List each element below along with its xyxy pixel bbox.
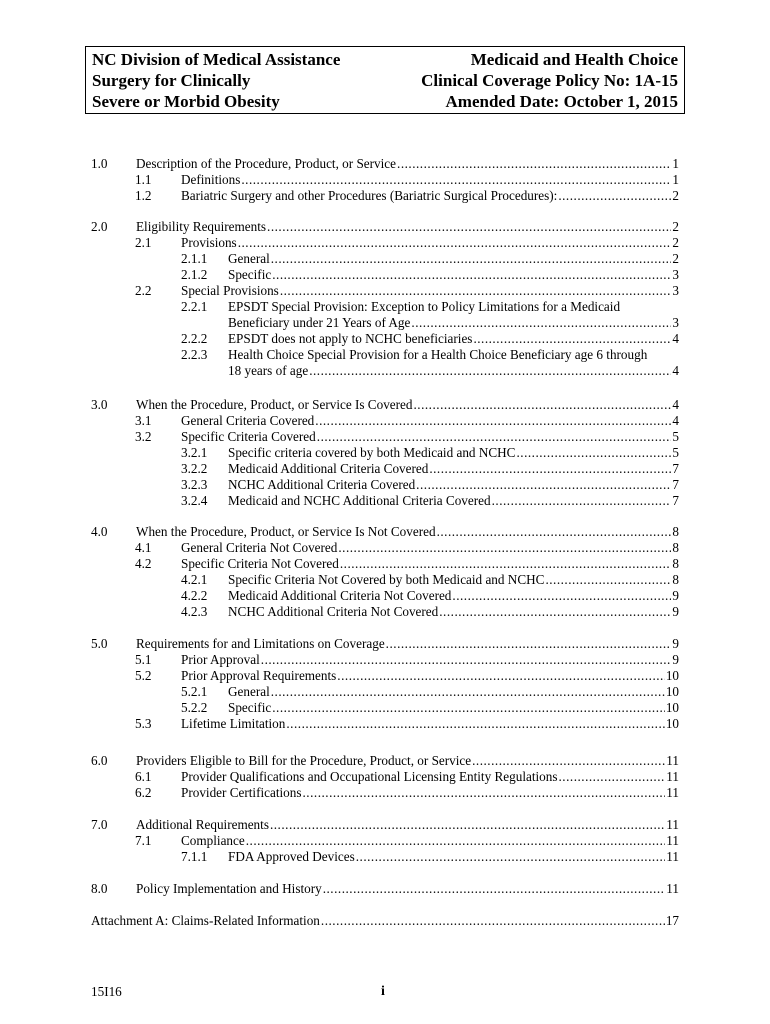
- toc-number: 2.2.2: [181, 331, 208, 346]
- toc-page-number: 8: [672, 540, 679, 555]
- toc-entry[interactable]: [181, 235, 679, 251]
- toc-number: 6.0: [91, 753, 108, 768]
- toc-number: 4.2.2: [181, 588, 208, 603]
- toc-leader-dots: [340, 556, 672, 572]
- toc-page-number: 10: [665, 700, 679, 715]
- toc-entry[interactable]: [181, 429, 679, 445]
- toc-number: 3.2.2: [181, 461, 208, 476]
- toc-leader-dots: [397, 156, 671, 172]
- toc-leader-dots: [356, 849, 666, 865]
- toc-page-number: 3: [672, 315, 679, 330]
- toc-entry-title: General: [228, 684, 270, 699]
- toc-entry-title: Attachment A: Claims-Related Information: [91, 913, 320, 928]
- footer-page-number: i: [381, 984, 385, 999]
- toc-leader-dots: [437, 524, 672, 540]
- toc-number: 4.0: [91, 524, 108, 539]
- toc-leader-dots: [473, 331, 671, 347]
- toc-leader-dots: [338, 540, 671, 556]
- header-division: NC Division of Medical Assistance: [92, 50, 341, 69]
- toc-entry[interactable]: [136, 219, 679, 235]
- toc-entry-title: Medicaid and NCHC Additional Criteria Covered: [228, 493, 491, 508]
- toc-entry[interactable]: [181, 283, 679, 299]
- toc-entry-title: Provisions: [181, 235, 237, 250]
- toc-entry[interactable]: [228, 445, 679, 461]
- toc-entry[interactable]: [228, 315, 679, 331]
- toc-entry-title: Prior Approval Requirements: [181, 668, 337, 683]
- toc-entry[interactable]: [181, 172, 679, 188]
- toc-page-number: 11: [666, 817, 679, 832]
- toc-leader-dots: [558, 188, 671, 204]
- toc-entry-title: Compliance: [181, 833, 245, 848]
- toc-page-number: 1: [672, 172, 679, 187]
- toc-leader-dots: [416, 477, 671, 493]
- toc-page-number: 11: [666, 769, 679, 784]
- toc-number: 4.2.3: [181, 604, 208, 619]
- toc-entry[interactable]: [181, 769, 679, 785]
- toc-entry-title: Medicaid Additional Criteria Not Covered: [228, 588, 452, 603]
- toc-entry-title: Specific: [228, 700, 272, 715]
- toc-entry-title: Bariatric Surgery and other Procedures (Bariatric Surgical Procedures):: [181, 188, 558, 203]
- toc-entry-title: General Criteria Covered: [181, 413, 315, 428]
- toc-page-number: 10: [665, 716, 679, 731]
- toc-number: 5.0: [91, 636, 108, 651]
- toc-entry-title: Additional Requirements: [136, 817, 269, 832]
- header-policy-number: Clinical Coverage Policy No: 1A-15: [421, 71, 678, 90]
- toc-leader-dots: [241, 172, 671, 188]
- toc-entry[interactable]: [181, 716, 679, 732]
- toc-entry-title: Lifetime Limitation: [181, 716, 286, 731]
- toc-leader-dots: [271, 251, 672, 267]
- toc-leader-dots: [386, 636, 672, 652]
- toc-number: 3.1: [135, 413, 152, 428]
- toc-leader-dots: [321, 913, 665, 929]
- toc-leader-dots: [452, 588, 671, 604]
- toc-entry-title: Definitions: [181, 172, 241, 187]
- toc-leader-dots: [267, 219, 671, 235]
- toc-entry-title: Special Provisions: [181, 283, 279, 298]
- toc-page-number: 9: [672, 636, 679, 651]
- toc-entry-title: Specific Criteria Covered: [181, 429, 316, 444]
- toc-leader-dots: [270, 817, 665, 833]
- toc-entry-title: EPSDT does not apply to NCHC beneficiaries: [228, 331, 473, 346]
- toc-entry[interactable]: [181, 785, 679, 801]
- toc-page-number: 7: [672, 461, 679, 476]
- toc-number: 5.2.2: [181, 700, 208, 715]
- toc-page-number: 10: [665, 668, 679, 683]
- toc-leader-dots: [309, 363, 671, 379]
- toc-page-number: 2: [672, 219, 679, 234]
- toc-entry-title: Eligibility Requirements: [136, 219, 267, 234]
- toc-leader-dots: [272, 267, 671, 283]
- toc-page-number: 8: [672, 524, 679, 539]
- toc-leader-dots: [545, 572, 671, 588]
- toc-entry[interactable]: [228, 477, 679, 493]
- toc-page-number: 4: [672, 413, 679, 428]
- toc-number: 2.2.1: [181, 299, 208, 314]
- toc-number: 4.1: [135, 540, 152, 555]
- toc-number: 8.0: [91, 881, 108, 896]
- header-policy-title-line2: Severe or Morbid Obesity: [92, 92, 280, 111]
- toc-entry-title: Description of the Procedure, Product, or Service: [136, 156, 397, 171]
- toc-entry[interactable]: [181, 556, 679, 572]
- toc-leader-dots: [238, 235, 672, 251]
- toc-entry[interactable]: [136, 636, 679, 652]
- toc-entry-title: Provider Qualifications and Occupational Licensing Entity Regulations: [181, 769, 558, 784]
- toc-entry[interactable]: [228, 331, 679, 347]
- toc-leader-dots: [413, 397, 671, 413]
- toc-entry[interactable]: [228, 700, 679, 716]
- toc-entry-title-line1: Health Choice Special Provision for a Health Choice Beneficiary age 6 through: [228, 347, 648, 362]
- toc-leader-dots: [246, 833, 666, 849]
- toc-number: 3.0: [91, 397, 108, 412]
- toc-entry-title: Medicaid Additional Criteria Covered: [228, 461, 429, 476]
- toc-number: 5.2.1: [181, 684, 208, 699]
- toc-leader-dots: [303, 785, 666, 801]
- toc-entry[interactable]: [136, 524, 679, 540]
- toc-number: 3.2.1: [181, 445, 208, 460]
- toc-entry[interactable]: [228, 363, 679, 379]
- toc-page-number: 9: [672, 652, 679, 667]
- toc-entry-title: When the Procedure, Product, or Service Is Not Covered: [136, 524, 436, 539]
- toc-number: 7.1.1: [181, 849, 208, 864]
- toc-leader-dots: [323, 881, 666, 897]
- toc-entry[interactable]: [181, 188, 679, 204]
- toc-page-number: 3: [672, 283, 679, 298]
- toc-leader-dots: [439, 604, 671, 620]
- toc-number: 5.3: [135, 716, 152, 731]
- toc-leader-dots: [559, 769, 666, 785]
- toc-number: 2.1: [135, 235, 152, 250]
- header-policy-title-line1: Surgery for Clinically: [92, 71, 251, 90]
- toc-entry[interactable]: [228, 572, 679, 588]
- toc-page-number: 4: [672, 397, 679, 412]
- toc-page-number: 7: [672, 493, 679, 508]
- toc-leader-dots: [411, 315, 671, 331]
- toc-entry[interactable]: [228, 251, 679, 267]
- toc-page-number: 4: [672, 363, 679, 378]
- toc-leader-dots: [271, 684, 665, 700]
- toc-number: 2.1.2: [181, 267, 208, 282]
- toc-page-number: 1: [672, 156, 679, 171]
- toc-leader-dots: [261, 652, 672, 668]
- toc-entry-title: General: [228, 251, 270, 266]
- toc-number: 2.1.1: [181, 251, 208, 266]
- toc-leader-dots: [286, 716, 664, 732]
- toc-entry[interactable]: [181, 833, 679, 849]
- footer-document-code: 15I16: [91, 984, 122, 999]
- toc-entry-title: Prior Approval: [181, 652, 260, 667]
- toc-leader-dots: [317, 429, 672, 445]
- toc-entry-title: Beneficiary under 21 Years of Age: [228, 315, 411, 330]
- toc-page-number: 10: [665, 684, 679, 699]
- toc-page-number: 2: [672, 251, 679, 266]
- toc-number: 6.2: [135, 785, 152, 800]
- toc-leader-dots: [472, 753, 665, 769]
- toc-entry[interactable]: [136, 881, 679, 897]
- toc-page-number: 5: [672, 445, 679, 460]
- toc-number: 7.1: [135, 833, 152, 848]
- toc-number: 2.2.3: [181, 347, 208, 362]
- toc-number: 4.2: [135, 556, 152, 571]
- toc-page-number: 17: [665, 913, 679, 928]
- toc-number: 7.0: [91, 817, 108, 832]
- toc-number: 4.2.1: [181, 572, 208, 587]
- toc-entry[interactable]: [181, 540, 679, 556]
- toc-page-number: 9: [672, 604, 679, 619]
- toc-number: 2.0: [91, 219, 108, 234]
- toc-leader-dots: [315, 413, 671, 429]
- toc-entry-title: 18 years of age: [228, 363, 309, 378]
- toc-page-number: 11: [666, 785, 679, 800]
- toc-page-number: 2: [672, 235, 679, 250]
- toc-leader-dots: [516, 445, 671, 461]
- toc-leader-dots: [280, 283, 672, 299]
- toc-entry-title: Provider Certifications: [181, 785, 302, 800]
- toc-entry[interactable]: [136, 753, 679, 769]
- toc-page-number: 11: [666, 833, 679, 848]
- toc-entry-title: Specific Criteria Not Covered: [181, 556, 339, 571]
- toc-leader-dots: [272, 700, 665, 716]
- toc-number: 5.1: [135, 652, 152, 667]
- toc-number: 2.2: [135, 283, 152, 298]
- toc-number: 3.2.3: [181, 477, 208, 492]
- toc-page-number: 11: [666, 881, 679, 896]
- toc-leader-dots: [492, 493, 672, 509]
- toc-entry-title-line1: EPSDT Special Provision: Exception to Policy Limitations for a Medicaid: [228, 299, 621, 314]
- toc-entry-title: FDA Approved Devices: [228, 849, 355, 864]
- header-program: Medicaid and Health Choice: [470, 50, 678, 69]
- toc-entry[interactable]: [228, 604, 679, 620]
- toc-page-number: 9: [672, 588, 679, 603]
- toc-entry[interactable]: [136, 156, 679, 172]
- toc-page-number: 8: [672, 572, 679, 587]
- toc-entry-title: Requirements for and Limitations on Coverage: [136, 636, 385, 651]
- toc-entry[interactable]: [228, 461, 679, 477]
- toc-leader-dots: [429, 461, 671, 477]
- toc-entry-title: NCHC Additional Criteria Not Covered: [228, 604, 439, 619]
- toc-entry[interactable]: [136, 397, 679, 413]
- toc-number: 5.2: [135, 668, 152, 683]
- toc-page-number: 8: [672, 556, 679, 571]
- toc-number: 1.2: [135, 188, 152, 203]
- toc-entry-title: NCHC Additional Criteria Covered: [228, 477, 416, 492]
- toc-number: 1.1: [135, 172, 152, 187]
- toc-entry[interactable]: [136, 817, 679, 833]
- toc-entry-title: Specific criteria covered by both Medicaid and NCHC: [228, 445, 516, 460]
- toc-entry[interactable]: [228, 849, 679, 865]
- toc-entry-title: Providers Eligible to Bill for the Procedure, Product, or Service: [136, 753, 472, 768]
- toc-entry[interactable]: [228, 684, 679, 700]
- toc-entry-title: General Criteria Not Covered: [181, 540, 338, 555]
- toc-entry-title: Policy Implementation and History: [136, 881, 322, 896]
- toc-entry[interactable]: [91, 913, 679, 929]
- toc-number: 3.2: [135, 429, 152, 444]
- toc-entry[interactable]: [181, 652, 679, 668]
- toc-number: 6.1: [135, 769, 152, 784]
- toc-entry[interactable]: [181, 413, 679, 429]
- toc-number: 1.0: [91, 156, 108, 171]
- toc-entry[interactable]: [181, 668, 679, 684]
- toc-page-number: 2: [672, 188, 679, 203]
- toc-page-number: 7: [672, 477, 679, 492]
- toc-entry-title: Specific: [228, 267, 272, 282]
- toc-page-number: 11: [666, 849, 679, 864]
- toc-leader-dots: [337, 668, 665, 684]
- toc-page-number: 4: [672, 331, 679, 346]
- toc-entry-title: When the Procedure, Product, or Service Is Covered: [136, 397, 413, 412]
- toc-entry[interactable]: [228, 493, 679, 509]
- toc-page-number: 11: [666, 753, 679, 768]
- toc-page-number: 3: [672, 267, 679, 282]
- header-amended-date: Amended Date: October 1, 2015: [445, 92, 678, 111]
- toc-entry[interactable]: [228, 267, 679, 283]
- toc-page-number: 5: [672, 429, 679, 444]
- toc-entry[interactable]: [228, 588, 679, 604]
- toc-entry-title: Specific Criteria Not Covered by both Medicaid and NCHC: [228, 572, 545, 587]
- toc-number: 3.2.4: [181, 493, 208, 508]
